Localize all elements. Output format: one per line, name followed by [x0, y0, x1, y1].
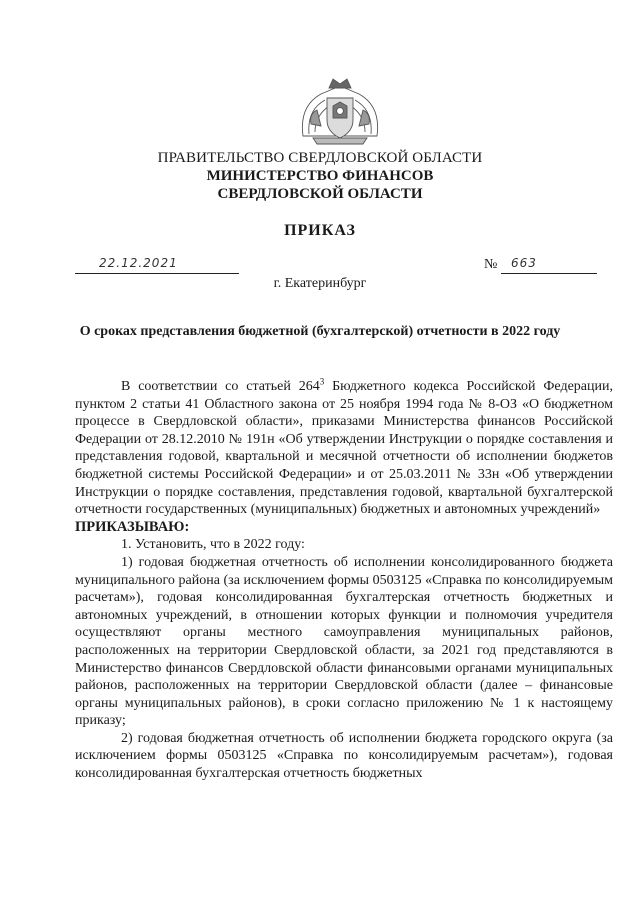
preamble-rest: Бюджетного кодекса Российской Федерации, пунктом 2 статьи 41 Областного закона от 25 ноября 1994 года № 8-ОЗ «О бюджетном процессе в Свердловской области», приказами Министерства финансов Российской Федерации от 28.12.2010 № 191н «Об утверждении Инструкции о порядке составления и представления годовой, квартальной и месячной отчетности об исполнении бюджетов бюджетной системы Российской Федерации» и от 25.03.2011 № 33н «Об утверждении Инструкции о порядке составления, представления годовой, квартальной бухгалтерской отчетности государственных (муниципальных) бюджетных и автономных учреждений» [75, 379, 613, 518]
preamble-start: В соответствии со статьей 264 [121, 379, 320, 394]
number-line [501, 257, 597, 274]
preamble-superscript: 3 [319, 376, 325, 387]
order-title: О сроках представления бюджетной (бухгалтерской) отчетности в 2022 году [79, 324, 561, 339]
number-label: № [484, 257, 498, 272]
government-name: ПРАВИТЕЛЬСТВО СВЕРДЛОВСКОЙ ОБЛАСТИ [157, 150, 483, 166]
item-1-2: 2) годовая бюджетная отчетность об исполнении бюджета городского округа (за исключением формы 0503125 «Справка по консолидируемым расчетам»), годовая консолидированная бухгалтерская отчетность бюджетных [75, 730, 613, 782]
order-keyword: ПРИКАЗЫВАЮ: [75, 518, 190, 535]
coat-of-arms-emblem [293, 76, 387, 148]
ministry-region: СВЕРДЛОВСКОЙ ОБЛАСТИ [217, 186, 423, 202]
ministry-name: МИНИСТЕРСТВО ФИНАНСОВ [206, 168, 434, 184]
order-number: 663 [511, 256, 537, 270]
order-date-field [75, 257, 239, 274]
item-1-1: 1) годовая бюджетная отчетность об исполнении консолидированного бюджета муниципального района (за исключением формы 0503125 «Справка по консолидируемым расчетам»), годовая консолидированная бухгалтерская отчетность бюджетных и автономных учреждений, в отношении которых функции и полномочия учредителя осуществляют органы местного самоуправления муниципальных районов, расположенных на территории Свердловской области, за 2021 год представляются в Министерство финансов Свердловской области финансовыми органами муниципальных районов, расположенных на территории Свердловской области (далее – финансовые органы муниципальных районов), в сроки согласно приложению № 1 к настоящему приказу; [75, 554, 613, 729]
document-type: ПРИКАЗ [284, 222, 356, 239]
preamble-paragraph [75, 378, 613, 519]
item-1: 1. Установить, что в 2022 году: [121, 537, 305, 553]
document-body [75, 378, 613, 783]
city: г. Екатеринбург [273, 276, 367, 291]
order-date: 22.12.2021 [99, 256, 178, 270]
